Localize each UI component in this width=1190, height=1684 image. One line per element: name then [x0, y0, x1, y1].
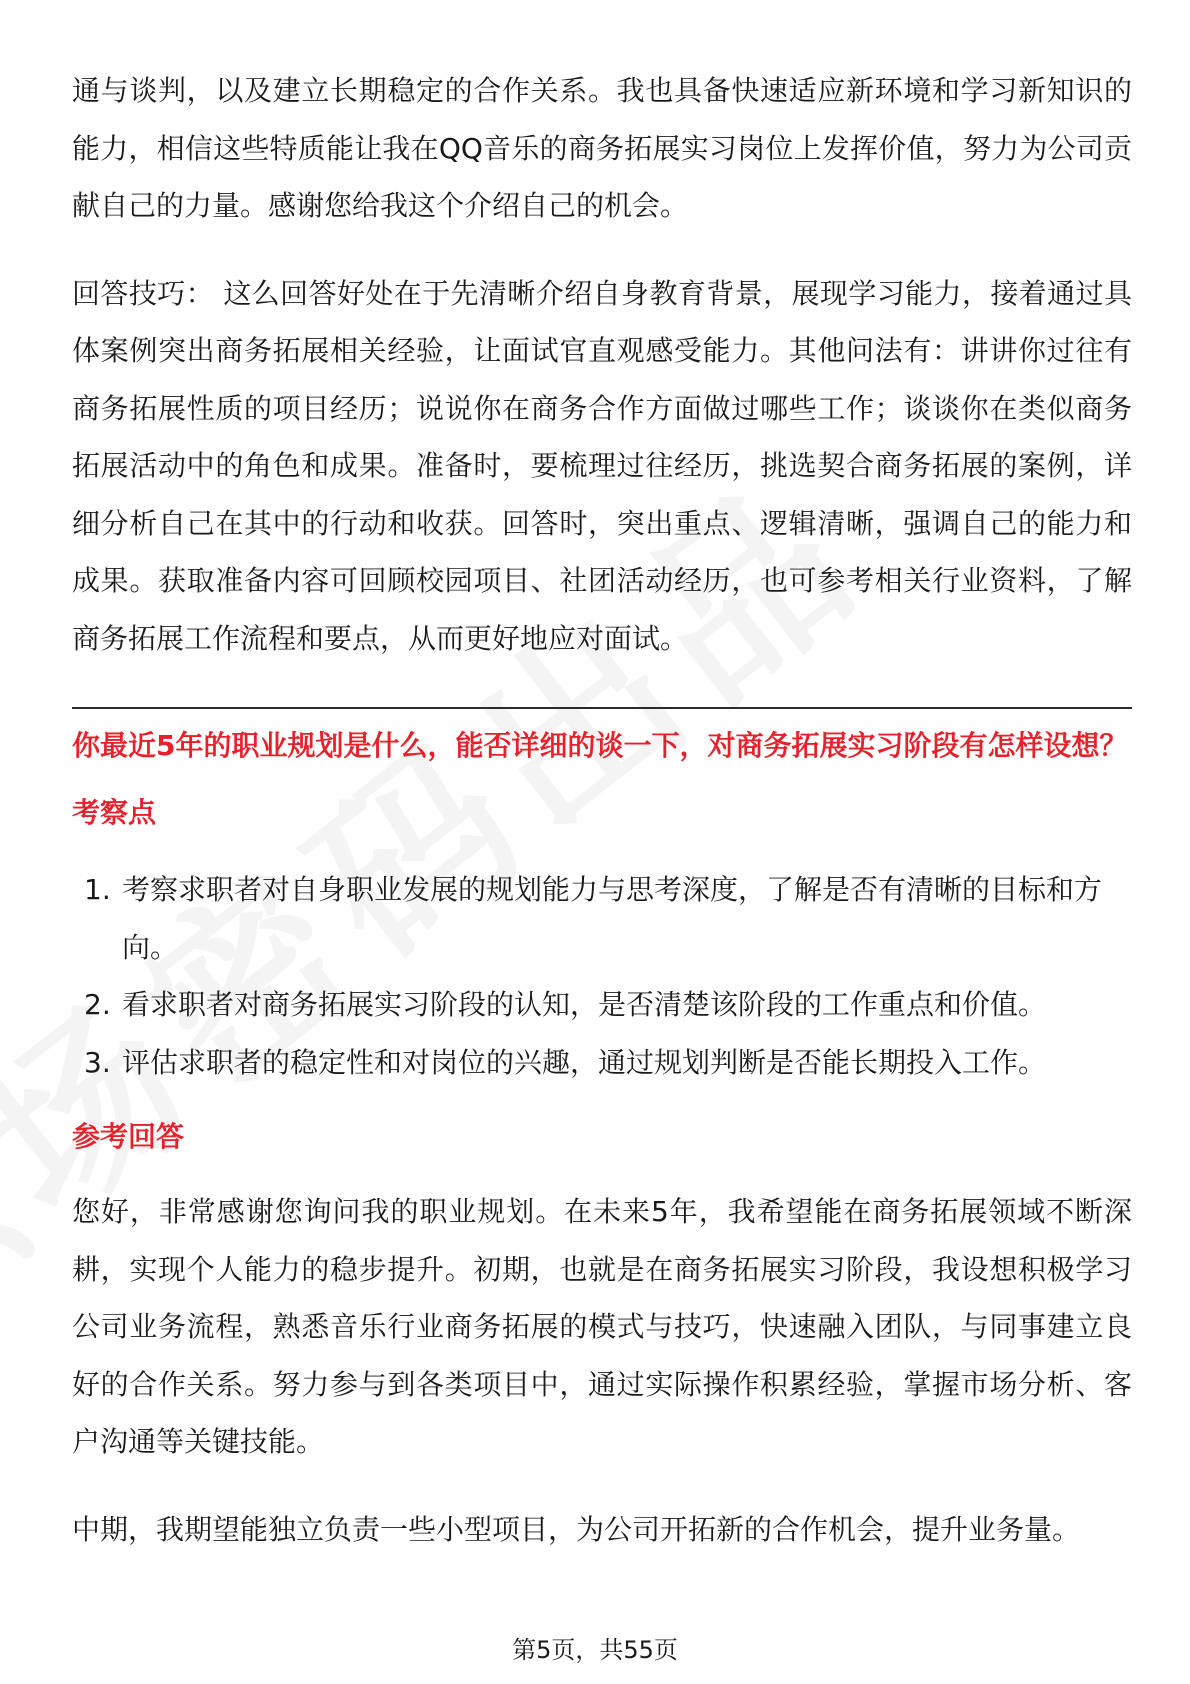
assessment-item-text: 考察求职者对自身职业发展的规划能力与思考深度，了解是否有清晰的目标和方向。	[122, 873, 1103, 964]
assessment-item	[72, 861, 1132, 976]
section-divider	[72, 707, 1132, 709]
question-heading: 你最近5年的职业规划是什么，能否详细的谈一下，对商务拓展实习阶段有怎样设想？	[72, 729, 1128, 762]
paragraph-gap	[72, 1471, 1132, 1501]
answer-tip-paragraph: 回答技巧： 这么回答好处在于先清晰介绍自身教育背景，展现学习能力，接着通过具体案例突出商务拓展相关经验，让面试官直观感受能力。其他问法有：讲讲你过往有商务拓展性质的项目经历；说说你在商务合作方面做过哪些工作；谈谈你在类似商务拓展活动中的角色和成果。准备时，要梳理过往经历，挑选契合商务拓展的案例，详细分析自己在其中的行动和收获。回答时，突出重点、逻辑清晰，强调自己的能力和成果。获取准备内容可回顾校园项目、社团活动经历，也可参考相关行业资料，了解商务拓展工作流程和要点，从而更好地应对面试。	[72, 276, 1132, 655]
assessment-item-text: 看求职者对商务拓展实习阶段的认知，是否清楚该阶段的工作重点和价值。	[122, 988, 1047, 1021]
assessment-item-text: 评估求职者的稳定性和对岗位的兴趣，通过规划判断是否能长期投入工作。	[122, 1045, 1047, 1079]
reference-paragraph: 您好，非常感谢您询问我的职业规划。在未来5年，我希望能在商务拓展领域不断深耕，实现个人能力的稳步提升。初期，也就是在商务拓展实习阶段，我设想积极学习公司业务流程，熟悉音乐行业商务拓展的模式与技巧，快速融入团队，与同事建立良好的合作关系。努力参与到各类项目中，通过实际操作积累经验，掌握市场分析、客户沟通等关键技能。	[72, 1195, 1132, 1458]
assessment-item-number: 3.	[84, 1045, 111, 1079]
assessment-item	[72, 976, 1132, 1034]
assessment-item-number: 2.	[84, 988, 111, 1021]
page-number: 第5页，共55页	[512, 1636, 678, 1664]
assessment-heading: 考察点	[72, 796, 157, 829]
assessment-list	[72, 861, 1132, 1091]
reference-heading: 参考回答	[72, 1120, 185, 1153]
assessment-item-number: 1.	[84, 873, 111, 906]
assessment-item	[72, 1034, 1132, 1092]
page-content	[72, 62, 1132, 1558]
reference-paragraph: 中期，我期望能独立负责一些小型项目，为公司开拓新的合作机会，提升业务量。	[72, 1512, 1081, 1546]
continued-answer-paragraph: 通与谈判，以及建立长期稳定的合作关系。我也具备快速适应新环境和学习新知识的能力，相信这些特质能让我在QQ音乐的商务拓展实习岗位上发挥价值，努力为公司贡献自己的力量。感谢您给我这个介绍自己的机会。	[72, 74, 1132, 222]
paragraph-gap	[72, 235, 1132, 265]
